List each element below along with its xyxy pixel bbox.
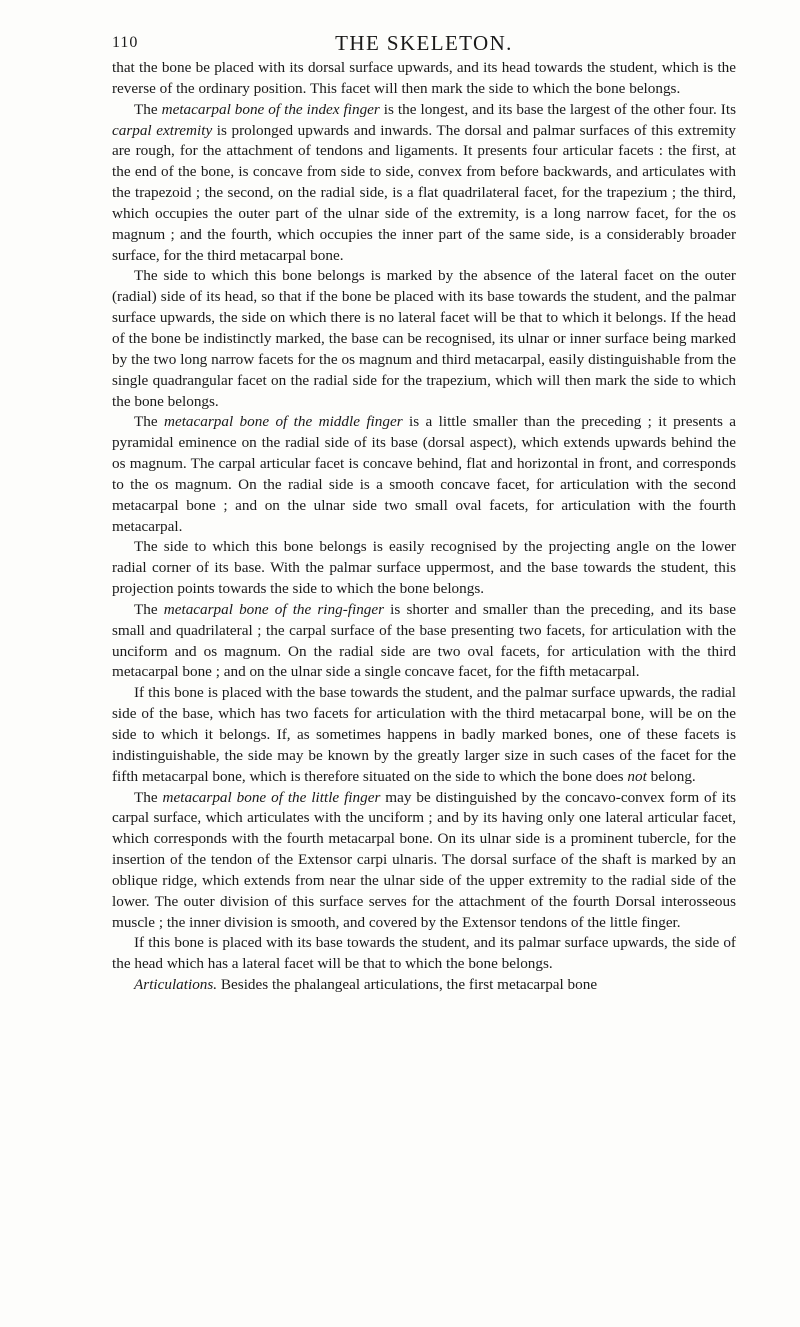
paragraph xyxy=(112,537,736,600)
paragraph-text: may be distinguished by the concavo-convex form of its carpal surface, which articulates with the unciform ; and by its having only one lateral articular facet, which corresponds with the fourth metacarpal bone. On its ulnar side is a prominent tubercle, for the insertion of the tendon of the Extensor carpi ulnaris. The dorsal surface of the shaft is marked by an oblique ridge, which extends from near the ulnar side of the upper extremity to the radial side of the lower. The outer division of this surface serves for the attachment of the fourth Dorsal interosseous muscle ; the inner division is smooth, and covered by the Extensor tendons of the little finger. xyxy=(112,788,736,931)
italic-term: carpal extremity xyxy=(112,121,213,139)
paragraph-text: belong. xyxy=(646,767,696,785)
italic-term: metacarpal bone of the little finger xyxy=(162,788,381,806)
paragraph-text: that the bone be placed with its dorsal surface upwards, and its head towards the student, which is the reverse of the ordinary position. This facet will then mark the side to which the bone belongs. xyxy=(112,59,736,97)
paragraph xyxy=(112,412,736,537)
italic-term: Articulations. xyxy=(134,976,218,994)
paragraph xyxy=(112,58,736,100)
paragraph-text: The xyxy=(134,788,163,806)
paragraph xyxy=(112,266,736,412)
paragraph xyxy=(112,975,736,996)
paragraph-text: is prolonged upwards and inwards. The dorsal and palmar surfaces of this extremity are rough, for the attachment of tendons and ligaments. It presents four articular facets : the first, at the end of the bone, is concave from side to side, convex from before backwards, and articulates with the trapezoid ; the second, on the radial side, is a flat quadrilateral facet, for the trapezium ; the third, which occupies the outer part of the ulnar side of the extremity, is a long narrow facet, for the os magnum ; and the fourth, which occupies the inner part of the same side, is a considerably broader surface, for the third metacarpal bone. xyxy=(112,121,736,264)
italic-term: metacarpal bone of the ring-finger xyxy=(163,600,385,618)
paragraph-text: If this bone is placed with its base towards the student, and its palmar surface upwards, the side of the head which has a lateral facet will be that to which the bone belongs. xyxy=(112,934,736,973)
paragraph xyxy=(112,600,736,683)
paragraph-text: is a little smaller than the preceding ; it presents a pyramidal eminence on the radial side of its base (dorsal aspect), which extends upwards behind the os magnum. The carpal articular facet is concave behind, flat and horizontal in front, and corresponds to the os magnum. On the radial side is a smooth concave facet, for articulation with the second metacarpal bone ; and on the ulnar side two small oval facets, for articulation with the fourth metacarpal. xyxy=(112,413,736,535)
paragraph xyxy=(112,100,736,267)
paragraph-text: The xyxy=(134,413,164,431)
page-number: 110 xyxy=(112,34,139,51)
italic-term: metacarpal bone of the index finger xyxy=(161,100,380,118)
paragraph xyxy=(112,933,736,975)
running-title: THE SKELETON. xyxy=(335,31,513,55)
paragraph-text: The xyxy=(134,100,162,118)
paragraph-text: The side to which this bone belongs is marked by the absence of the lateral facet on the outer (radial) side of its head, so that if the bone be placed with its base towards the student, and the palmar surface upwards, the side on which there is no lateral facet will be that to which it belongs. If the head of the bone be indistinctly marked, the base can be recognised, its ulnar or inner surface being marked by the two long narrow facets for the os magnum and third metacarpal, easily distinguishable from the single quadrangular facet on the radial side for the trapezium, which will then mark the side to which the bone belongs. xyxy=(112,267,736,410)
paragraph-text: The side to which this bone belongs is easily recognised by the projecting angle on the lower radial corner of its base. With the palmar surface uppermost, and the base towards the student, this projection points towards the side to which the bone belongs. xyxy=(112,538,736,598)
page-header xyxy=(112,0,736,55)
paragraph xyxy=(112,788,736,934)
paragraph-text: If this bone is placed with the base towards the student, and the palmar surface upwards, the radial side of the base, which has two facets for articulation with the third metacarpal bone, will be on the side to which it belongs. If, as sometimes happens in badly marked bones, one of these facets is indistinguishable, the side may be known by the greatly larger size in such cases of the facet for the fifth metacarpal bone, which is therefore situated on the side to which the bone does xyxy=(112,684,736,785)
italic-term: metacarpal bone of the middle finger xyxy=(164,413,403,431)
italic-term: not xyxy=(627,767,647,785)
body-text xyxy=(112,58,736,996)
paragraph-text: is the longest, and its base the largest of the other four. Its xyxy=(379,100,736,118)
paragraph-text: The xyxy=(134,600,164,618)
paragraph-text: Besides the phalangeal articulations, the first metacarpal bone xyxy=(217,976,598,994)
paragraph xyxy=(112,683,736,787)
paragraph-text: is shorter and smaller than the preceding, and its base small and quadrilateral ; the carpal surface of the base presenting two facets, for articulation with the unciform and os magnum. On the radial side are two oval facets, for articulation with the third metacarpal bone ; and on the ulnar side a single concave facet, for the fifth metacarpal. xyxy=(112,600,737,681)
